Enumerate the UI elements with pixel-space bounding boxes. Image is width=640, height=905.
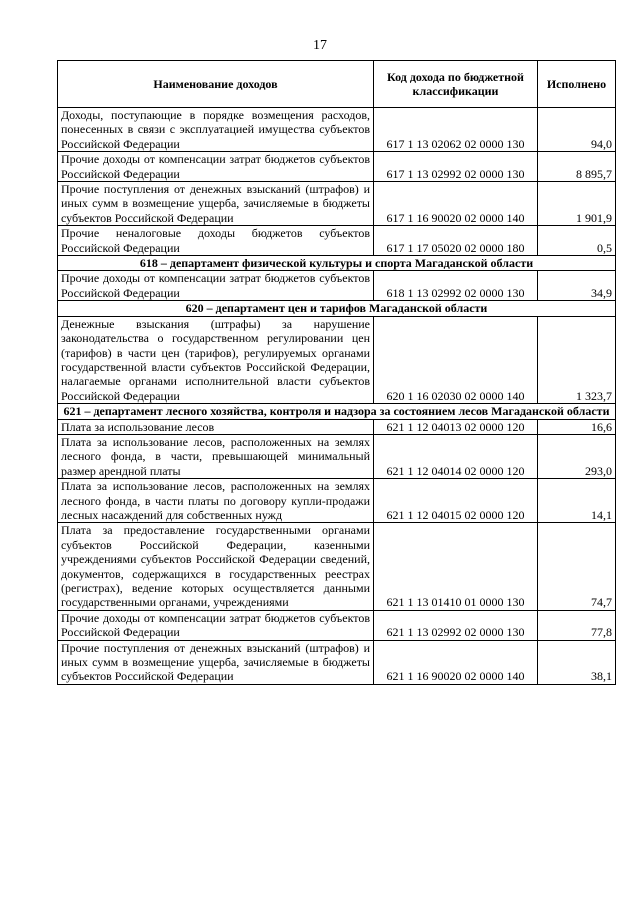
revenue-value: 34,9 — [538, 271, 616, 301]
table-row — [58, 640, 616, 684]
revenue-value: 14,1 — [538, 479, 616, 523]
revenue-value: 38,1 — [538, 640, 616, 684]
revenue-name: Доходы, поступающие в порядке возмещения расходов, понесенных в связи с эксплуатацией имущества субъектов Российской Федерации — [58, 108, 374, 152]
table-header-row — [58, 61, 616, 108]
revenue-value: 1 901,9 — [538, 182, 616, 226]
header-code: Код дохода по бюджетной классификации — [374, 61, 538, 108]
section-title: 618 – департамент физической культуры и спорта Магаданской области — [58, 256, 616, 271]
revenue-value: 0,5 — [538, 226, 616, 256]
table-row — [58, 108, 616, 152]
revenue-code: 621 1 12 04013 02 0000 120 — [374, 419, 538, 434]
revenue-name: Прочие доходы от компенсации затрат бюджетов субъектов Российской Федерации — [58, 610, 374, 640]
revenue-code: 617 1 17 05020 02 0000 180 — [374, 226, 538, 256]
revenue-code: 621 1 16 90020 02 0000 140 — [374, 640, 538, 684]
section-title: 620 – департамент цен и тарифов Магаданской области — [58, 301, 616, 316]
table-row — [58, 523, 616, 610]
page-number: 17 — [313, 38, 327, 53]
header-name: Наименование доходов — [58, 61, 374, 108]
revenue-value: 293,0 — [538, 434, 616, 478]
table-row — [58, 152, 616, 182]
revenue-name: Прочие доходы от компенсации затрат бюджетов субъектов Российской Федерации — [58, 152, 374, 182]
table-row — [58, 271, 616, 301]
section-row — [58, 404, 616, 419]
revenue-value: 1 323,7 — [538, 316, 616, 403]
revenue-code: 617 1 13 02992 02 0000 130 — [374, 152, 538, 182]
revenue-code: 620 1 16 02030 02 0000 140 — [374, 316, 538, 403]
revenue-code: 621 1 13 02992 02 0000 130 — [374, 610, 538, 640]
table-row — [58, 610, 616, 640]
revenue-value: 77,8 — [538, 610, 616, 640]
revenue-code: 617 1 16 90020 02 0000 140 — [374, 182, 538, 226]
table-row — [58, 434, 616, 478]
revenue-name: Денежные взыскания (штрафы) за нарушение законодательства о государственном регулировании цен (тарифов) в части цен (тарифов), регулируемых органами государственной власти субъектов Российской Федерации, налагаемые органами исполнительной власти субъектов Российской Федерации — [58, 316, 374, 403]
table-row — [58, 479, 616, 523]
revenue-code: 621 1 12 04015 02 0000 120 — [374, 479, 538, 523]
table-row — [58, 226, 616, 256]
revenue-value: 8 895,7 — [538, 152, 616, 182]
revenue-value: 74,7 — [538, 523, 616, 610]
revenue-code: 621 1 13 01410 01 0000 130 — [374, 523, 538, 610]
revenue-name: Плата за использование лесов — [58, 419, 374, 434]
revenue-table — [57, 60, 616, 685]
revenue-name: Прочие поступления от денежных взысканий (штрафов) и иных сумм в возмещение ущерба, зачисляемые в бюджеты субъектов Российской Федерации — [58, 182, 374, 226]
table-row — [58, 419, 616, 434]
section-row — [58, 301, 616, 316]
revenue-code: 618 1 13 02992 02 0000 130 — [374, 271, 538, 301]
revenue-name: Прочие неналоговые доходы бюджетов субъектов Российской Федерации — [58, 226, 374, 256]
revenue-value: 16,6 — [538, 419, 616, 434]
table-row — [58, 182, 616, 226]
revenue-code: 621 1 12 04014 02 0000 120 — [374, 434, 538, 478]
revenue-name: Плата за использование лесов, расположенных на землях лесного фонда, в части платы по договору купли-продажи лесных насаждений для собственных нужд — [58, 479, 374, 523]
revenue-name: Прочие поступления от денежных взысканий (штрафов) и иных сумм в возмещение ущерба, зачисляемые в бюджеты субъектов Российской Федерации — [58, 640, 374, 684]
header-value: Исполнено — [538, 61, 616, 108]
revenue-code: 617 1 13 02062 02 0000 130 — [374, 108, 538, 152]
section-title: 621 – департамент лесного хозяйства, контроля и надзора за состоянием лесов Магаданской области — [58, 404, 616, 419]
revenue-value: 94,0 — [538, 108, 616, 152]
section-row — [58, 256, 616, 271]
revenue-name: Плата за предоставление государственными органами субъектов Российской Федерации, казенными учреждениями субъектов Российской Федерации сведений, документов, содержащихся в государственных реестрах (регистрах), ведение которых осуществляется данными государственными органами, учреждениями — [58, 523, 374, 610]
revenue-name: Плата за использование лесов, расположенных на землях лесного фонда, в части, превышающей минимальный размер арендной платы — [58, 434, 374, 478]
table-row — [58, 316, 616, 403]
revenue-name: Прочие доходы от компенсации затрат бюджетов субъектов Российской Федерации — [58, 271, 374, 301]
